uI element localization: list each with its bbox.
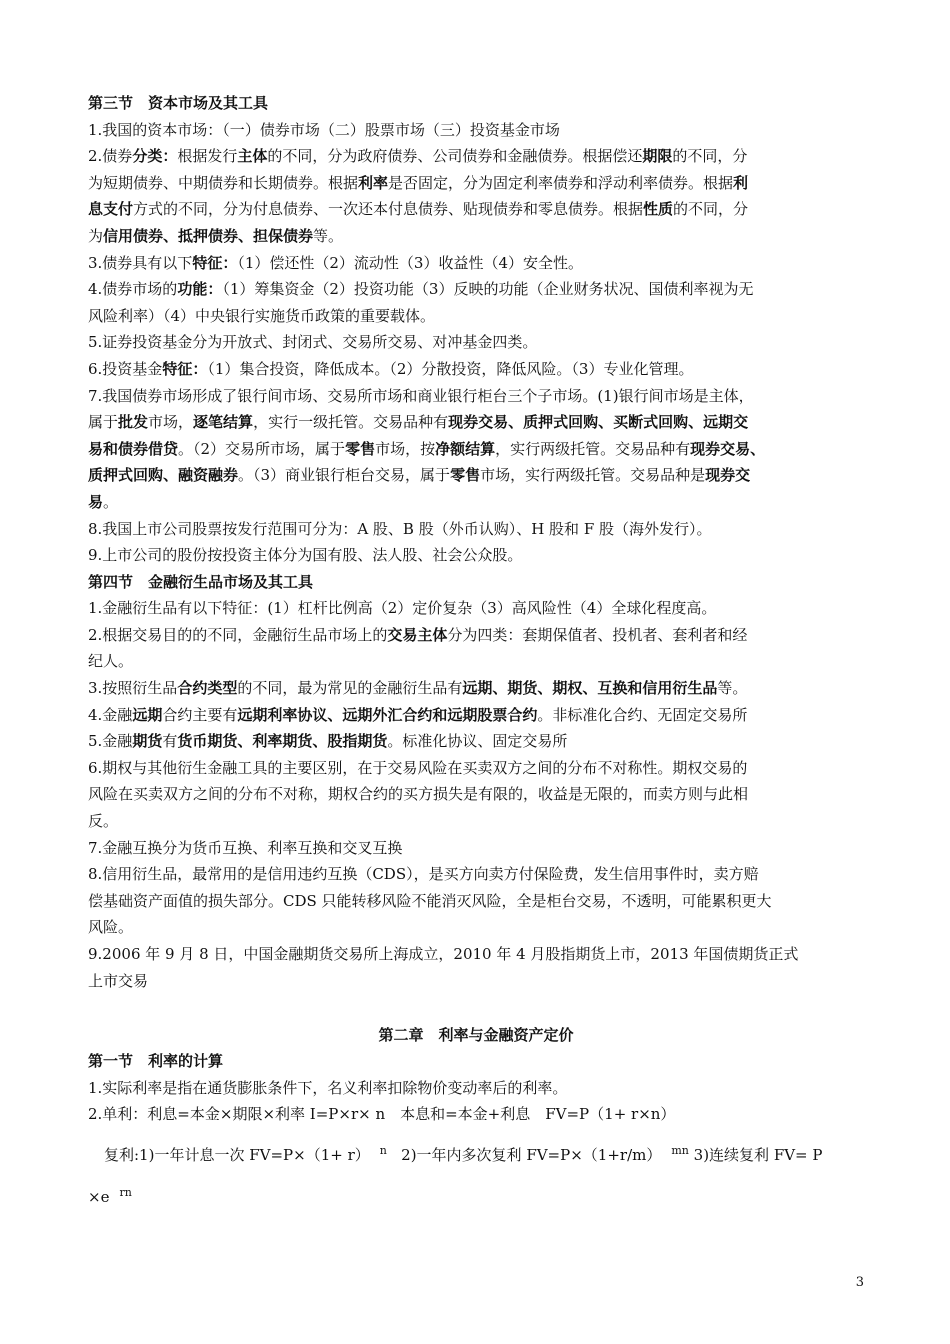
text: 8.信用衍生品，最常用的是信用违约互换（CDS），是买方向卖方付保险费，发生信用事件时，卖方赔 [88, 865, 759, 884]
exponent-n: n [379, 1143, 387, 1157]
text: 是否固定，分为固定利率债券和浮动利率债券。根据 [388, 173, 734, 192]
bold-text: 合约类型 [177, 679, 238, 698]
section3-line [88, 516, 864, 543]
section4-line [88, 622, 864, 649]
text: 分为四类：套期保值者、投机者、套利者和经 [447, 625, 748, 644]
bold-text: 信用债券、抵押债券、担保债券 [103, 226, 314, 245]
section3-line [88, 303, 864, 330]
section3-line [88, 356, 864, 383]
section3-line [88, 409, 864, 436]
simple-interest-line: 2.单利：利息=本金×期限×利率 I=P×r× n 本息和=本金+利息 FV=P（1+ r×n） [88, 1105, 676, 1124]
section4-line [88, 648, 864, 675]
bold-text: 远期、期货、期权、互换和信用衍生品 [462, 679, 718, 698]
compound-multiple-formula: 2)一年内多次复利 FV=P×（1+r/m） [401, 1145, 662, 1164]
section-4-body [88, 595, 864, 994]
text: （1）集合投资，降低成本。（2）分散投资，降低风险。（3）专业化管理。 [207, 359, 694, 378]
section3-line [88, 250, 864, 277]
section4-line [88, 914, 864, 941]
text: 的不同，分 [672, 147, 748, 166]
section3-line [88, 117, 864, 144]
bold-text: 净额结算 [435, 439, 496, 458]
text: 根据发行 [177, 147, 238, 166]
text: 3.按照衍生品 [88, 679, 178, 698]
bold-text: 主体 [237, 147, 268, 166]
section3-line [88, 542, 864, 569]
text: 7.金融互换分为货币互换、利率互换和交叉互换 [88, 838, 403, 857]
chapter-2-section-1-title: 第一节 利率的计算 [88, 1052, 224, 1071]
section4-line [88, 702, 864, 729]
section4-line [88, 808, 864, 835]
text: 反。 [88, 812, 119, 831]
text: 。（2）交易所市场，属于 [178, 439, 346, 458]
continuous-compounding-continuation [88, 1184, 864, 1212]
section3-line [88, 436, 864, 463]
text: 风险。 [88, 918, 134, 937]
text: 上市交易 [88, 971, 149, 990]
text: 为短期债券、中期债券和长期债券。根据 [88, 173, 359, 192]
bold-text: 现券交易、 [690, 439, 766, 458]
section3-line [88, 196, 864, 223]
text: 。标准化协议、固定交易所 [387, 732, 568, 751]
bold-text: 质押式回购、融资融券 [88, 466, 239, 485]
text: 为 [88, 226, 104, 245]
bold-text: 期限 [642, 147, 673, 166]
bold-text: 分类： [132, 147, 178, 166]
section3-line [88, 143, 864, 170]
text: 纪人。 [88, 652, 134, 671]
text: 7.我国债券市场形成了银行间市场、交易所市场和商业银行柜台三个子市场。(1)银行间市场是主体， [88, 386, 754, 405]
section4-line [88, 888, 864, 915]
section3-line [88, 170, 864, 197]
text: 4.债券市场的 [88, 280, 178, 299]
section3-line [88, 329, 864, 356]
text: 风险在买卖双方之间的分布不对称，期权合约的买方损失是有限的，收益是无限的，而卖方则与此相 [88, 785, 749, 804]
bold-text: 逐笔结算 [193, 413, 254, 432]
document-page [88, 90, 864, 1212]
bold-text: 易和债券借贷 [88, 439, 179, 458]
section-4-title: 第四节 金融衍生品市场及其工具 [88, 572, 314, 591]
section4-line [88, 781, 864, 808]
text: 等。 [313, 226, 344, 245]
exponent-mn: mn [671, 1143, 689, 1157]
bold-text: 功能： [177, 280, 223, 299]
text: 9.上市公司的股份按投资主体分为国有股、法人股、社会公众股。 [88, 546, 523, 565]
bold-text: 零售 [450, 466, 481, 485]
text: 5.证券投资基金分为开放式、封闭式、交易所交易、对冲基金四类。 [88, 333, 538, 352]
section4-line [88, 941, 864, 968]
text: 8.我国上市公司股票按发行范围可分为：A 股、B 股（外币认购）、H 股和 F 股（海外发行）。 [88, 519, 712, 538]
bold-text: 利 [733, 173, 749, 192]
text: 偿基础资产面值的损失部分。CDS 只能转移风险不能消灭风险，全是柜台交易，不透明，可能累积更大 [88, 891, 772, 910]
text: ，实行两级托管。交易品种有 [495, 439, 691, 458]
text: 等。 [717, 679, 748, 698]
text: 的不同，分为政府债券、公司债券和金融债券。根据偿还 [267, 147, 643, 166]
bold-text: 远期利率协议、远期外汇合约和远期股票合约 [237, 705, 538, 724]
page-number: 3 [855, 1275, 864, 1290]
bold-text: 现券交易、质押式回购、买断式回购、远期交 [448, 413, 749, 432]
real-interest-rate-line: 1.实际利率是指在通货膨胀条件下，名义利率扣除物价变动率后的利率。 [88, 1078, 568, 1097]
text: ，实行一级托管。交易品种有 [253, 413, 449, 432]
section4-line [88, 675, 864, 702]
text: 有 [162, 732, 178, 751]
text: 6.期权与其他衍生金融工具的主要区别，在于交易风险在买卖双方之间的分布不对称性。期权交易的 [88, 758, 748, 777]
bold-text: 交易主体 [387, 625, 448, 644]
section-3-title: 第三节 资本市场及其工具 [88, 94, 269, 112]
exponent-rn: rn [119, 1185, 132, 1199]
text: 1.我国的资本市场：（一）债券市场（二）股票市场（三）投资基金市场 [88, 120, 560, 139]
compound-annual-formula: 复利:1)一年计息一次 FV=P×（1+ r） [104, 1145, 370, 1164]
section4-line [88, 755, 864, 782]
section3-line [88, 276, 864, 303]
chapter-2-title: 第二章 利率与金融资产定价 [378, 1026, 574, 1045]
text: 方式的不同，分为付息债券、一次还本付息债券、贴现债券和零息债券。根据 [133, 200, 644, 219]
bold-text: 货币期货、利率期货、股指期货 [177, 732, 388, 751]
text: 。 [103, 492, 119, 511]
section4-line [88, 595, 864, 622]
bold-text: 息支付 [88, 200, 134, 219]
section-3-body [88, 117, 864, 569]
text: 6.投资基金 [88, 359, 163, 378]
text: 。非标准化合约、无固定交易所 [537, 705, 748, 724]
text: 的不同，最为常见的金融衍生品有 [237, 679, 463, 698]
section3-line [88, 383, 864, 410]
text: 2.根据交易目的的不同，金融衍生品市场上的 [88, 625, 388, 644]
bold-text: 批发 [118, 413, 149, 432]
text: 5.金融 [88, 732, 133, 751]
text: （1）偿还性（2）流动性（3）收益性（4）安全性。 [237, 253, 584, 272]
bold-text: 期货 [132, 732, 163, 751]
section3-line [88, 489, 864, 516]
bold-text: 性质 [643, 200, 674, 219]
text: 市场， [148, 413, 194, 432]
text: 市场，按 [375, 439, 436, 458]
section4-line [88, 835, 864, 862]
section3-line [88, 462, 864, 489]
text: 属于 [88, 413, 119, 432]
section4-line [88, 728, 864, 755]
text: 4.金融 [88, 705, 133, 724]
bold-text: 易 [88, 492, 104, 511]
compound-interest-line [88, 1142, 864, 1170]
bold-text: 利率 [358, 173, 389, 192]
text: 市场，实行两级托管。交易品种是 [480, 466, 706, 485]
text: 2.债券 [88, 147, 133, 166]
text: 9.2006 年 9 月 8 日，中国金融期货交易所上海成立，2010 年 4 月股指期货上市，2013 年国债期货正式 [88, 945, 799, 963]
text: 1.金融衍生品有以下特征：(1）杠杆比例高（2）定价复杂（3）高风险性（4）全球化程度高。 [88, 599, 717, 618]
section4-line [88, 861, 864, 888]
bold-text: 特征： [192, 253, 238, 272]
text: 的不同，分 [673, 200, 749, 219]
continuous-e-term: ×e [88, 1187, 110, 1206]
section4-line [88, 968, 864, 995]
text: 风险利率）（4）中央银行实施货币政策的重要载体。 [88, 306, 436, 325]
bold-text: 远期 [132, 705, 163, 724]
bold-text: 现券交 [705, 466, 751, 485]
bold-text: 特征： [162, 359, 208, 378]
text: 合约主要有 [162, 705, 238, 724]
compound-continuous-formula: 3)连续复利 FV= P [693, 1145, 823, 1164]
bold-text: 零售 [345, 439, 376, 458]
text: 。（3）商业银行柜台交易，属于 [238, 466, 451, 485]
section3-line [88, 223, 864, 250]
text: 3.债券具有以下 [88, 253, 193, 272]
text: （1）筹集资金（2）投资功能（3）反映的功能（企业财务状况、国债利率视为无 [222, 280, 754, 299]
